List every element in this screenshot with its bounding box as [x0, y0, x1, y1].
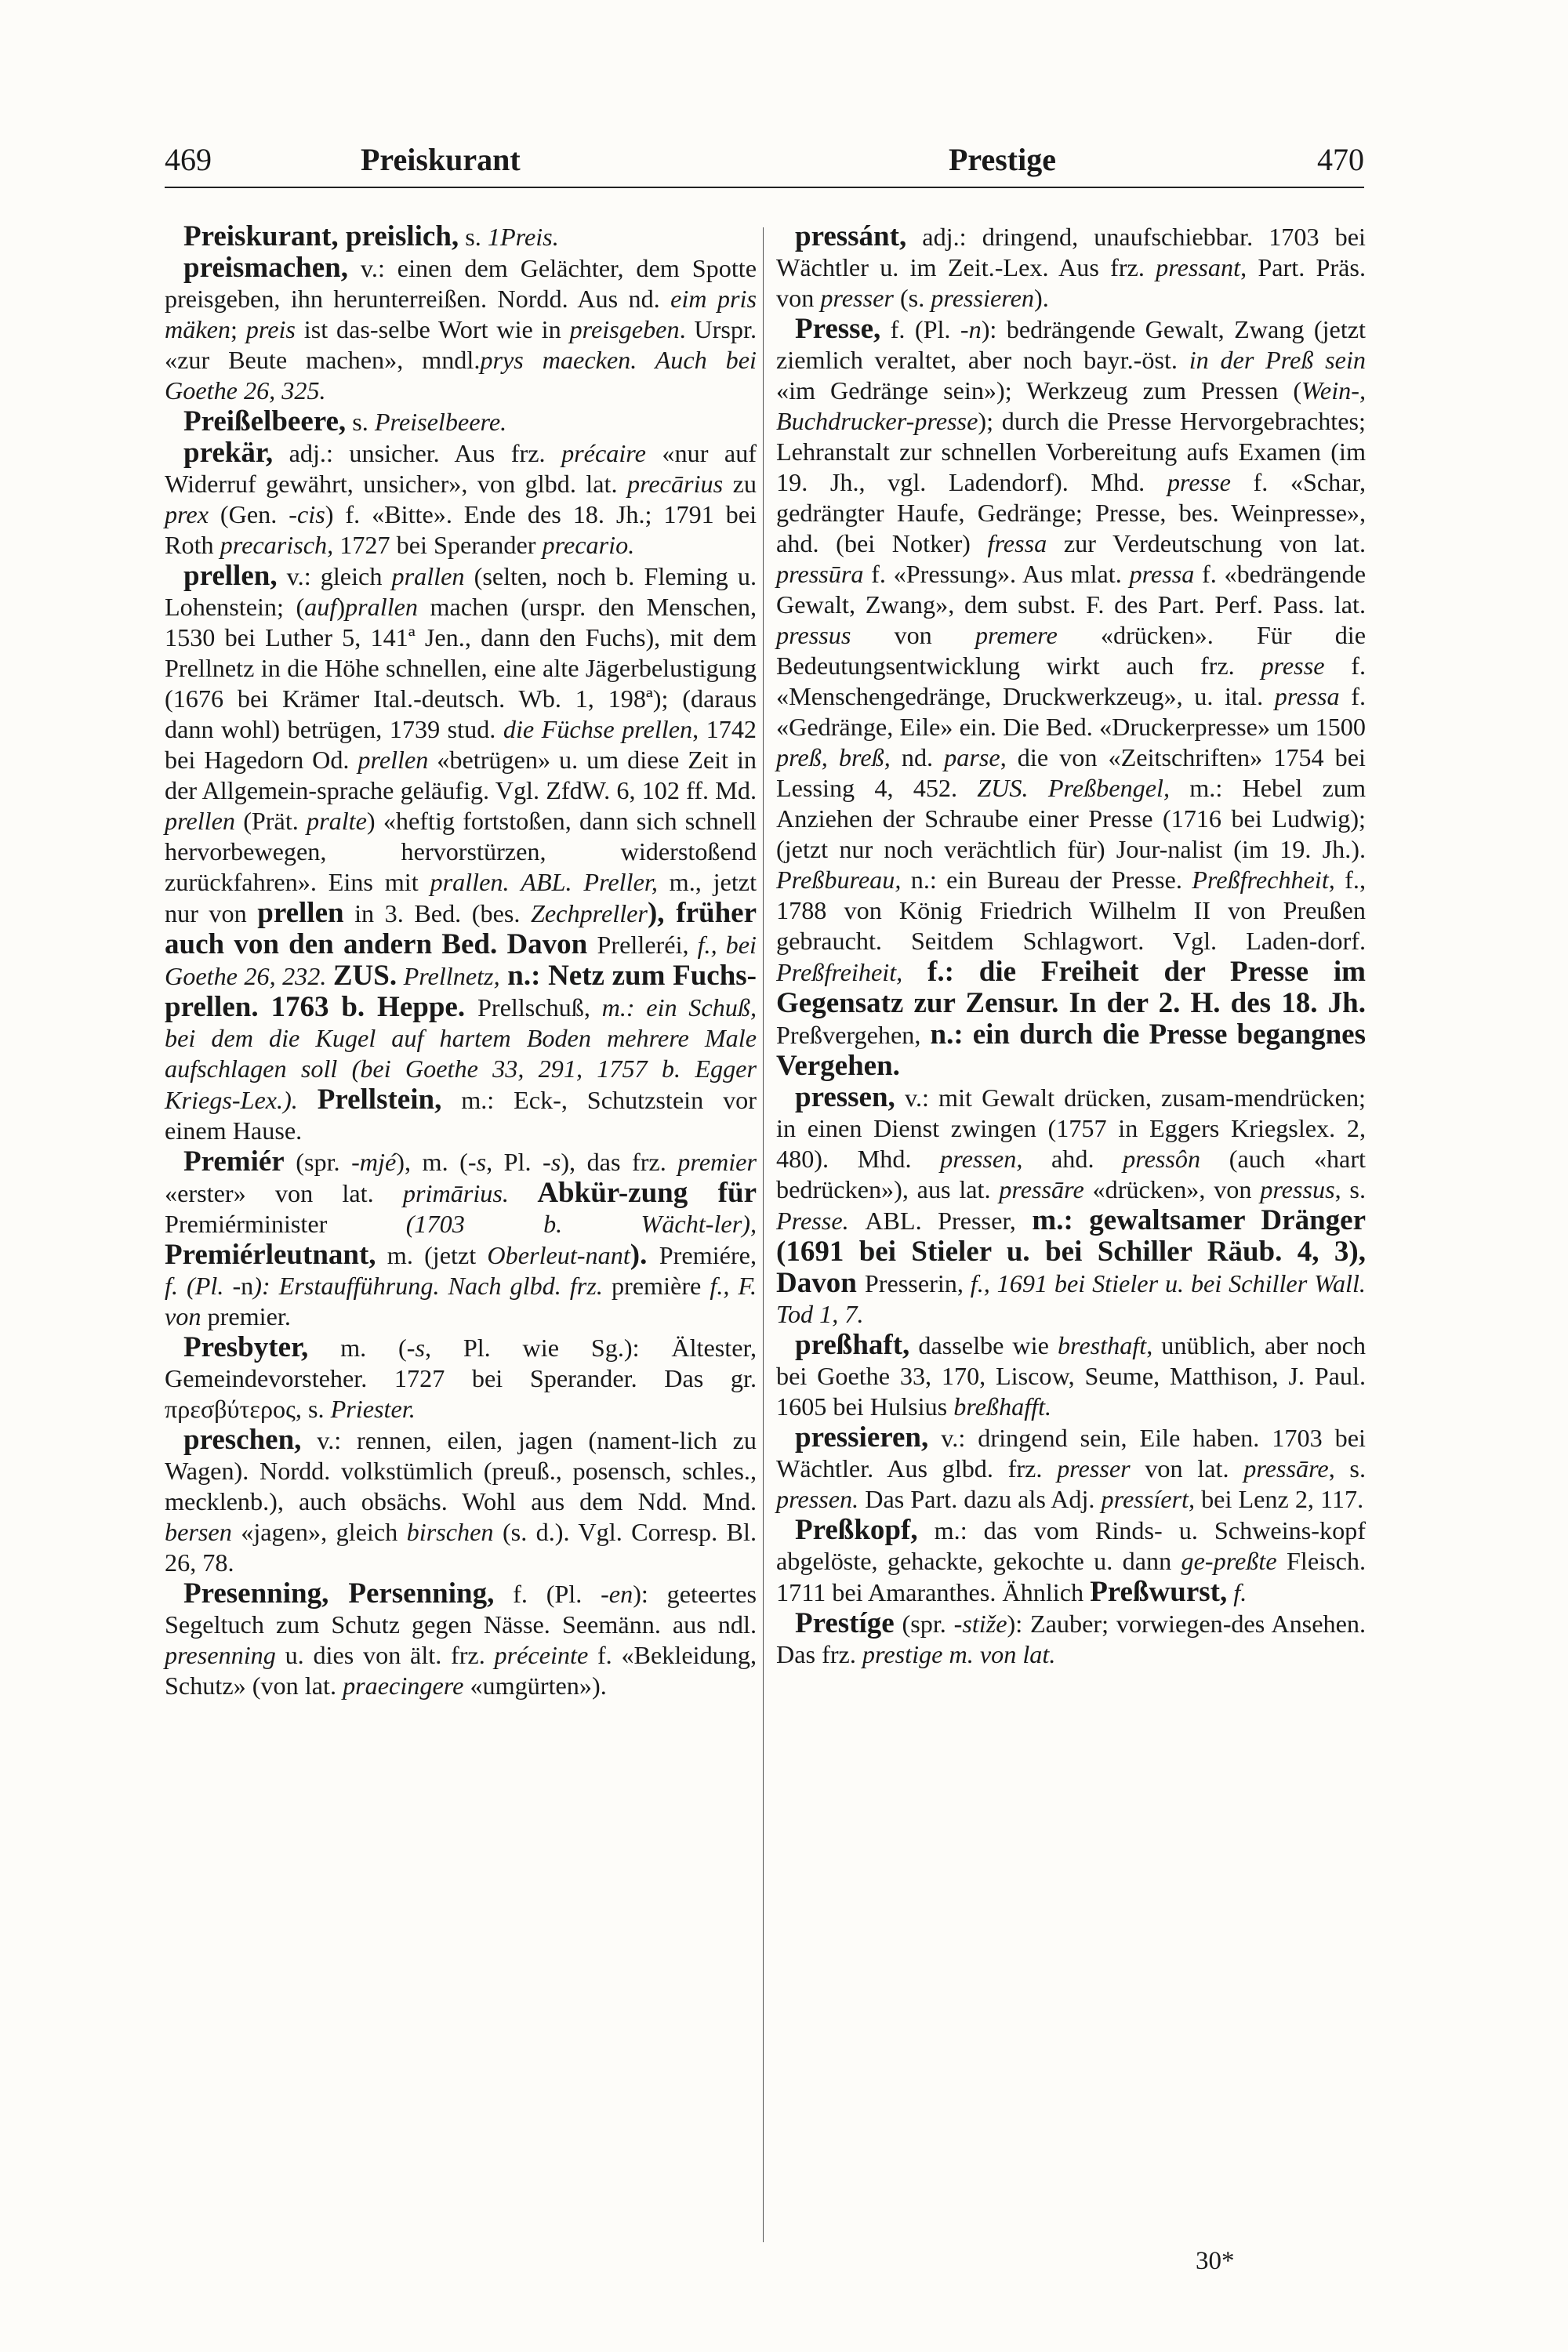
italic-form: pressa: [1129, 560, 1195, 588]
entry-text: Preßvergehen,: [776, 1021, 921, 1049]
entry-text: [397, 962, 403, 990]
italic-form: prestige: [862, 1640, 943, 1668]
catchword-right: Prestige: [949, 142, 1056, 177]
header-rule: [165, 187, 1364, 188]
italic-form: f.: [1227, 1578, 1247, 1606]
entry-text: ): geteertes Segeltuch zum Schutz gegen Nässe. Seemänn. aus ndl.: [165, 1580, 757, 1639]
entry-text: m.: Hebel zum Anziehen der Schraube einer Presse (1716 bei Ludwig); (jetzt nur noch verächtlich für) Jour-nalist (im 19. Jh.).: [776, 774, 1367, 863]
italic-form: pressa: [1274, 682, 1340, 710]
italic-form: presser: [820, 284, 894, 312]
entry-text: . Urspr. «zur Beute machen», mndl.: [165, 315, 757, 374]
entry-text: [510, 868, 521, 896]
entry-text: ): Zauber; vorwiegen-des Ansehen. Das frz.: [776, 1610, 1366, 1668]
entry-text: von lat.: [1130, 1454, 1244, 1483]
entry-text: ;: [230, 315, 246, 343]
entry-text: v.: dringend sein, Eile haben. 1703 bei Wächtler. Aus glbd. frz.: [776, 1424, 1366, 1483]
headword: [849, 1204, 866, 1236]
italic-form: prellen: [358, 746, 429, 774]
italic-form: presse: [1167, 468, 1231, 496]
entry-text: Premiérminister: [165, 1210, 328, 1238]
headword: ZUS.: [332, 960, 397, 992]
italic-form: s: [415, 1334, 425, 1362]
italic-form: bresthaft: [1057, 1331, 1147, 1359]
italic-form: s: [476, 1148, 487, 1176]
italic-form: primārius.: [402, 1179, 509, 1207]
catchword-left: Preiskurant: [361, 142, 521, 177]
entry-text: zur Verdeutschung von lat.: [1047, 529, 1366, 557]
italic-form: prallen.: [430, 868, 510, 896]
entry-text: , unüblich, aber noch bei Goethe 33, 170, Liscow, Seume, Matthison, J. Paul. 1605 bei Hulsius: [776, 1331, 1366, 1421]
entry-text: s.: [346, 408, 375, 436]
entry-text: , die von «Zeitschriften» 1754 bei Lessing 4, 452.: [776, 743, 1366, 802]
dictionary-entry: [776, 1608, 1366, 1670]
italic-form: eim pris mäken: [165, 285, 757, 343]
entry-text: (s. d.). Vgl. Corresp. Bl. 26, 78.: [165, 1518, 757, 1577]
italic-form: Prellnetz,: [403, 962, 500, 990]
italic-form: m. von lat.: [942, 1640, 1056, 1668]
entry-text: m. (-: [308, 1334, 416, 1362]
entry-text: , Pl. wie Sg.): Ältester, Gemeindevorsteher. 1727 bei Sperander. Das gr. πρεσβύτερος, s.: [165, 1334, 757, 1423]
italic-form: bersen: [165, 1518, 232, 1546]
italic-form: preis: [245, 315, 296, 343]
entry-text: ahd.: [1022, 1145, 1123, 1173]
page-number-right: 470: [1317, 142, 1364, 177]
entry-text: (spr. -: [894, 1610, 963, 1638]
entry-text: «betrügen» u. um diese Zeit in der Allgemein-sprache geläufig. Vgl. ZfdW. 6, 102 ff. Md.: [165, 746, 757, 804]
entry-text: «jagen», gleich: [231, 1518, 407, 1546]
italic-form: pressíert,: [1101, 1485, 1196, 1513]
entry-text: u. dies von ält. frz.: [275, 1641, 495, 1669]
italic-form: praecingere: [343, 1671, 464, 1700]
entry-text: (Prät.: [234, 807, 307, 835]
italic-form: prys maecken: [480, 346, 631, 374]
entry-text: n.: ein Bureau der Presse.: [901, 866, 1192, 894]
headword: n.: ein durch die Presse begangnes Vergehen.: [776, 1018, 1366, 1082]
italic-form: breßhafft.: [953, 1392, 1052, 1421]
entry-text: s.: [459, 223, 488, 251]
headword: Preßkopf,: [795, 1514, 918, 1546]
italic-form: auf: [304, 593, 337, 621]
italic-form: Oberleut-nant: [487, 1241, 630, 1269]
italic-form: pressen.: [776, 1485, 859, 1513]
dictionary-entry: [165, 1578, 757, 1701]
italic-form: ): Erstaufführung. Nach glbd. frz.: [253, 1272, 612, 1300]
italic-form: Preßfrechheit,: [1192, 866, 1335, 894]
entry-text: nd.: [890, 743, 945, 771]
entry-text: ) f. «Bitte». Ende des 18. Jh.; 1791 bei Roth: [165, 500, 757, 559]
entry-text: (auch «hart bedrücken»), aus lat.: [776, 1145, 1366, 1203]
italic-form: f., F. von: [165, 1272, 757, 1330]
dictionary-entry: [776, 1422, 1366, 1515]
headword: preismachen,: [183, 252, 349, 284]
entry-text: Fleisch. 1711 bei Amaranthes. Ähnlich: [776, 1547, 1367, 1606]
italic-form: cis: [296, 500, 325, 528]
entry-text: f. (Pl. -: [880, 315, 969, 343]
italic-form: prellen: [165, 807, 235, 835]
entry-text: ), das frz.: [561, 1148, 678, 1176]
italic-form: ABL.: [521, 868, 572, 896]
italic-form: Preßbureau,: [776, 866, 902, 894]
headword: Preßwurst,: [1090, 1576, 1228, 1608]
italic-form: prallen: [345, 593, 419, 621]
entry-text: premier.: [207, 1302, 291, 1330]
italic-form: pressen,: [940, 1145, 1023, 1173]
entry-text: v.: rennen, eilen, jagen (nament-lich zu Wagen). Nordd. volkstümlich (preuß., posensch, schles., mecklenb.), auch obsächs. Wohl aus dem Ndd. Mnd.: [165, 1426, 757, 1515]
entry-text: m.: Eck-, Schutzstein vor einem Hause.: [165, 1086, 757, 1145]
italic-form: pressāre: [999, 1175, 1084, 1203]
italic-form: (1703 b. Wächt-ler),: [327, 1210, 757, 1238]
entry-text: f. (Pl. -: [494, 1580, 609, 1608]
dictionary-entry: [776, 314, 1366, 1082]
entry-text: n: [241, 1272, 254, 1300]
italic-form: précaire: [561, 439, 646, 467]
italic-form: pressôn: [1123, 1145, 1201, 1173]
entry-text: Prellschuß,: [477, 993, 590, 1022]
dictionary-entry: [165, 1332, 757, 1425]
headword: preschen,: [183, 1424, 302, 1456]
entry-text: ist das-selbe Wort wie in: [295, 315, 570, 343]
italic-form: n: [968, 315, 982, 343]
headword: Presenning, Persenning,: [183, 1577, 495, 1610]
italic-form: Priester.: [330, 1395, 416, 1423]
italic-form: premere: [975, 621, 1058, 649]
entry-text: ): bedrängende Gewalt, Zwang (jetzt ziemlich veraltet, aber noch bayr.-öst.: [776, 315, 1366, 374]
entry-text: f. «Menschengedränge, Druckwerkzeug», u. ital.: [776, 652, 1366, 710]
italic-form: fressa: [987, 529, 1047, 557]
entry-text: ), m. (-: [396, 1148, 477, 1176]
entry-text: v.: mit Gewalt drücken, zusam-mendrücken; in einen Dienst zwingen (1757 in Eggers Kriegslex. 2, 480). Mhd.: [776, 1083, 1366, 1173]
italic-form: ge-preßte: [1181, 1547, 1277, 1575]
italic-form: birschen: [406, 1518, 494, 1546]
headword: pressieren,: [795, 1421, 929, 1454]
italic-form: premier: [677, 1148, 757, 1176]
entry-text: ): [336, 593, 346, 621]
italic-form: precarisch,: [220, 531, 334, 559]
entry-text: f., 1788 von König Friedrich Wilhelm II von Preußen gebraucht. Seitdem Schlagwort. Vgl. Laden-dorf.: [776, 866, 1366, 955]
headword: pressen,: [795, 1081, 895, 1113]
entry-text: adj.: dringend, unaufschiebbar. 1703 bei Wächtler u. im Zeit.-Lex. Aus frz.: [776, 223, 1366, 281]
dictionary-entry: [776, 1330, 1366, 1422]
headword: ).: [630, 1239, 659, 1271]
entry-text: zu: [723, 470, 757, 498]
headword: ), früher auch von den andern Bed. Davon: [165, 897, 757, 960]
headword: Preißelbeere,: [183, 405, 347, 437]
dictionary-entry: [165, 221, 757, 252]
entry-text: Prelleréi,: [597, 931, 689, 959]
entry-text: , Pl. -: [486, 1148, 551, 1176]
italic-form: f., bei Goethe 26, 232.: [165, 931, 757, 990]
italic-form: prallen: [391, 562, 465, 590]
dictionary-entry: [776, 1082, 1366, 1330]
entry-text: m. (jetzt: [376, 1241, 488, 1269]
entry-text: ).: [1034, 284, 1049, 312]
entry-text: bei Lenz 2, 117.: [1195, 1485, 1364, 1513]
entry-text: , 1742 bei Hagedorn Od.: [165, 715, 757, 774]
headword: Presbyter,: [183, 1331, 309, 1363]
italic-form: stiže: [962, 1610, 1007, 1638]
italic-form: m.: ein Schuß, bei dem die Kugel auf hartem Boden mehrere Male aufschlagen soll (bei Goethe 33, 291, 1757 b. Egger Kriegs-Lex.).: [165, 993, 757, 1114]
headword: m.: gewaltsamer Dränger (1691 bei Stieler u. bei Schiller Räub. 4, 3), Davon: [776, 1204, 1366, 1299]
entry-text: in 3. Bed. (bes.: [343, 899, 531, 927]
italic-form: s: [550, 1148, 561, 1176]
entry-text: f. «Schar, gedrängter Haufe, Gedränge; Presse, bes. Weinpresse», ahd. (bei Notker): [776, 468, 1367, 557]
italic-form: Preßbengel,: [1047, 774, 1171, 802]
entry-text: machen (urspr. den Menschen, 1530 bei Luther 5, 141ª Jen., dann den Fuchs), mit dem Prellnetz in die Höhe schnellen, eine alte Jägerbelustigung (1676 bei Krämer Ital.-deutsch. Wb. 1, 198ª); (daraus dann wohl) betrügen, 1739 stud.: [165, 593, 757, 743]
entry-text: «umgürten»).: [463, 1671, 607, 1700]
italic-form: pressus: [776, 621, 851, 649]
dictionary-entry: [165, 437, 757, 561]
entry-text: «nur auf Widerruf gewährt, unsicher», von glbd. lat.: [165, 439, 757, 498]
italic-form: préceinte: [494, 1641, 589, 1669]
page-number-left: 469: [165, 142, 212, 177]
dictionary-entry: [165, 252, 757, 406]
italic-form: preisgeben: [569, 315, 680, 343]
entry-text: v.: gleich: [277, 562, 392, 590]
italic-form: pressieren: [931, 284, 1035, 312]
italic-form: Presse.: [776, 1207, 849, 1235]
italic-form: Zechpreller: [530, 899, 648, 927]
italic-form: ZUS.: [977, 774, 1029, 802]
entry-text: «erster» von lat.: [165, 1179, 403, 1207]
headword: prellen: [257, 897, 344, 929]
entry-text: adj.: unsicher. Aus frz.: [273, 439, 562, 467]
entry-text: , s.: [1328, 1454, 1367, 1483]
italic-form: pralte: [307, 807, 367, 835]
italic-form: f., 1691 bei Stieler u. bei Schiller Wall. Tod 1, 7.: [776, 1269, 1366, 1328]
entry-text: Presser,: [938, 1207, 1016, 1235]
entry-text: première: [611, 1272, 702, 1300]
italic-form: pressāre: [1243, 1454, 1329, 1483]
entry-text: dasselbe wie: [909, 1331, 1058, 1359]
entry-text: «im Gedränge sein»); Werkzeug zum Pressen (: [776, 376, 1302, 405]
entry-text: , s.: [1334, 1175, 1366, 1203]
entry-text: ) «heftig fortstoßen, dann sich schnell hervorbewegen, hervorstürzen, widerstoßend zurückfahren». Eins mit: [165, 807, 757, 896]
headword: Premiérleutnant,: [165, 1239, 376, 1271]
dictionary-entry: [165, 561, 757, 1146]
dictionary-entry: [165, 1146, 757, 1332]
headword: Abkür-zung für: [508, 1177, 757, 1209]
headword: Premiér: [183, 1145, 285, 1178]
entry-text: (Gen. -: [209, 500, 297, 528]
entry-text: f. «Bekleidung, Schutz» (von lat.: [165, 1641, 757, 1700]
entry-text: (s.: [893, 284, 931, 312]
italic-form: Wein-, Buchdrucker-presse: [776, 376, 1366, 435]
italic-form: pressūra: [776, 560, 864, 588]
headword: preßhaft,: [795, 1329, 910, 1361]
italic-form: preß, breß,: [776, 743, 891, 771]
entry-text: 1727 bei Sperander: [333, 531, 543, 559]
entry-text: Presserin,: [864, 1269, 964, 1298]
dictionary-entry: [776, 221, 1366, 314]
italic-form: precārius: [626, 470, 724, 498]
headword: prellen,: [183, 560, 278, 592]
dictionary-entry: [165, 1425, 757, 1578]
italic-form: die Füchse prellen: [503, 715, 693, 743]
entry-text: f. «Pressung». Aus mlat.: [863, 560, 1130, 588]
dictionary-entry: [165, 406, 757, 437]
italic-form: Preiselbeere.: [374, 408, 507, 436]
headword: pressánt,: [795, 220, 907, 252]
running-header: [165, 141, 1364, 188]
entry-text: m.: das vom Rinds- u. Schweins-kopf abgelöste, gehackte, gekochte u. dann: [776, 1516, 1366, 1575]
italic-form: Preller,: [583, 868, 658, 896]
italic-form: presenning: [165, 1641, 276, 1669]
headword: Presse,: [795, 313, 881, 345]
entry-text: ); durch die Presse Hervorgebrachtes; Lehranstalt zur schnellen Vorbereitung aufs Examen (im 19. Jh., vgl. Ladendorf). Mhd.: [776, 407, 1366, 496]
italic-form: pressus: [1260, 1175, 1335, 1203]
entry-text: f. «Gedränge, Eile» ein. Die Bed. «Druckerpresse» um 1500: [776, 682, 1366, 741]
entry-text: m., jetzt nur von: [165, 868, 757, 927]
italic-form: prex: [165, 500, 209, 528]
entry-text: «drücken», von: [1083, 1175, 1261, 1203]
signature-mark: 30*: [1196, 2247, 1235, 2275]
headword: Prestíge: [795, 1607, 895, 1639]
italic-form: in der Preß sein: [1189, 346, 1366, 374]
italic-form: precario.: [542, 531, 635, 559]
dictionary-entry: [776, 1515, 1366, 1608]
italic-form: pressant: [1156, 253, 1241, 281]
italic-form: f. (Pl. -: [165, 1272, 241, 1300]
italic-form: presser: [1057, 1454, 1131, 1483]
italic-form: en: [608, 1580, 633, 1608]
entry-text: , Part. Präs. von: [776, 253, 1366, 312]
headword: f.: die Freiheit der Presse im Gegensatz zur Zensur. In der 2. H. des 18. Jh.: [776, 956, 1366, 1019]
column-divider: [763, 227, 764, 2242]
italic-form: presse: [1261, 652, 1325, 680]
entry-text: v.: einen dem Gelächter, dem Spotte preisgeben, ihn herunterreißen. Nordd. Aus nd.: [165, 254, 757, 313]
entry-text: Premiére,: [659, 1241, 757, 1269]
entry-text: von: [851, 621, 975, 649]
entry-text: [1029, 774, 1048, 802]
italic-form: 1Preis.: [487, 223, 559, 251]
entry-text: «drücken». Für die Bedeutungsentwicklung wirkt auch frz.: [776, 621, 1367, 680]
headword: [922, 1204, 938, 1236]
left-column: [165, 221, 757, 1701]
italic-form: . Auch bei Goethe 26, 325.: [165, 346, 757, 405]
headword: n.: Netz zum Fuchs-prellen. 1763 b. Heppe.: [165, 960, 757, 1023]
entry-text: f. «bedrängende Gewalt, Zwang», dem subst. F. des Part. Perf. Pass. lat.: [776, 560, 1366, 619]
headword: Prellstein,: [317, 1083, 442, 1116]
entry-text: [572, 868, 584, 896]
entry-text: ABL.: [865, 1207, 922, 1235]
right-column: [776, 221, 1366, 1670]
entry-text: (spr. -: [284, 1148, 360, 1176]
italic-form: Preßfreiheit,: [776, 958, 903, 986]
headword: prekär,: [183, 437, 274, 469]
headword: Preiskurant, preislich,: [183, 220, 459, 252]
italic-form: parse: [944, 743, 1000, 771]
entry-text: Das Part. dazu als Adj.: [858, 1485, 1102, 1513]
entry-text: (selten, noch b. Fleming u. Lohenstein; (: [165, 562, 757, 621]
italic-form: mjé: [359, 1148, 397, 1176]
